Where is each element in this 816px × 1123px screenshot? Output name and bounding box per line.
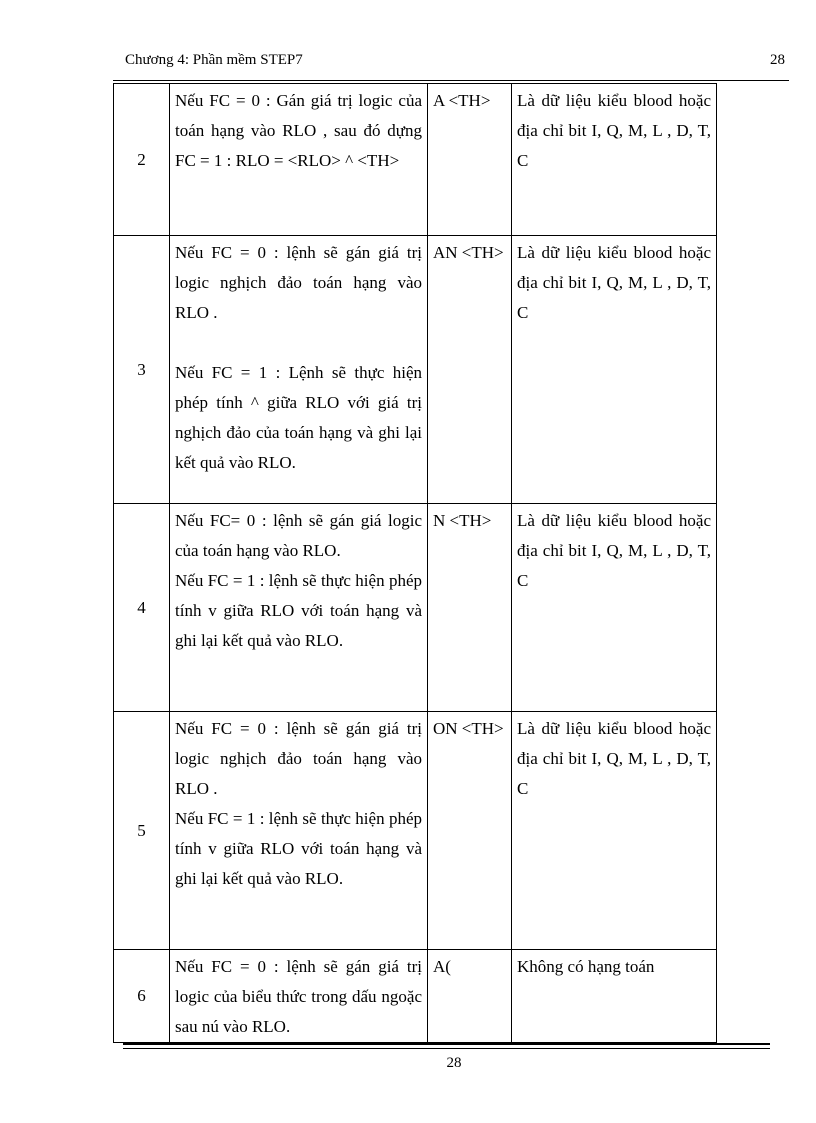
row-operand — [512, 950, 717, 1043]
row-operand — [512, 236, 717, 504]
row-instruction: A <TH> — [428, 84, 512, 236]
description-paragraph: Nếu FC = 1 : lệnh sẽ thực hiện phép tính v giữa RLO với toán hạng và ghi lại kết quả vào RLO. — [175, 809, 422, 888]
footer-page-number: 28 — [446, 1055, 462, 1071]
row-number: 5 — [114, 712, 170, 950]
description-paragraph: Nếu FC = 0 : lệnh sẽ gán giá trị logic của biểu thức trong dấu ngoặc sau nú vào RLO. — [175, 957, 422, 1036]
description-paragraph: Nếu FC = 1 : lệnh sẽ thực hiện phép tính v giữa RLO với toán hạng và ghi lại kết quả vào RLO. — [175, 571, 422, 650]
description-paragraph: Nếu FC = 1 : Lệnh sẽ thực hiện phép tính ^ giữa RLO với giá trị nghịch đảo của toán hạng và ghi lại kết quả vào RLO. — [175, 363, 422, 472]
row-number: 4 — [114, 504, 170, 712]
row-description — [170, 504, 428, 712]
table-row — [114, 504, 717, 712]
description-paragraph: Nếu FC = 0 : lệnh sẽ gán giá trị logic nghịch đảo toán hạng vào RLO . — [175, 243, 422, 322]
row-number: 6 — [114, 950, 170, 1043]
instruction-table — [113, 83, 717, 1043]
table-row — [114, 236, 717, 504]
page-header — [125, 52, 785, 74]
table-row — [114, 84, 717, 236]
operand-text: Là dữ liệu kiểu blood hoặc địa chỉ bit I, Q, M, L , D, T, C — [517, 719, 711, 798]
header-page-number: 28 — [770, 52, 785, 68]
operand-text: Không có hạng toán — [517, 957, 655, 976]
row-operand — [512, 84, 717, 236]
row-operand — [512, 712, 717, 950]
row-instruction: N <TH> — [428, 504, 512, 712]
table-row — [114, 712, 717, 950]
operand-text: Là dữ liệu kiểu blood hoặc địa chỉ bit I, Q, M, L , D, T, C — [517, 243, 711, 322]
row-description — [170, 236, 428, 504]
description-paragraph: Nếu FC = 0 : lệnh sẽ gán giá trị logic nghịch đảo toán hạng vào RLO . — [175, 719, 422, 798]
row-number: 2 — [114, 84, 170, 236]
row-instruction: ON <TH> — [428, 712, 512, 950]
row-number: 3 — [114, 236, 170, 504]
row-instruction: A( — [428, 950, 512, 1043]
row-description — [170, 84, 428, 236]
operand-text: Là dữ liệu kiểu blood hoặc địa chỉ bit I, Q, M, L , D, T, C — [517, 91, 711, 170]
chapter-title: Chương 4: Phần mềm STEP7 — [125, 52, 303, 68]
description-paragraph: Nếu FC = 0 : Gán giá trị logic của toán hạng vào RLO , sau đó dựng FC = 1 : RLO = <RLO> ^ <TH> — [175, 91, 422, 170]
operand-text: Là dữ liệu kiểu blood hoặc địa chỉ bit I, Q, M, L , D, T, C — [517, 511, 711, 590]
table-row — [114, 950, 717, 1043]
footer-rule — [123, 1048, 770, 1049]
row-description — [170, 712, 428, 950]
row-instruction: AN <TH> — [428, 236, 512, 504]
footer-rule — [123, 1043, 770, 1045]
row-description — [170, 950, 428, 1043]
description-paragraph: Nếu FC= 0 : lệnh sẽ gán giá logic của toán hạng vào RLO. — [175, 511, 422, 560]
header-rule — [113, 80, 789, 81]
row-operand — [512, 504, 717, 712]
